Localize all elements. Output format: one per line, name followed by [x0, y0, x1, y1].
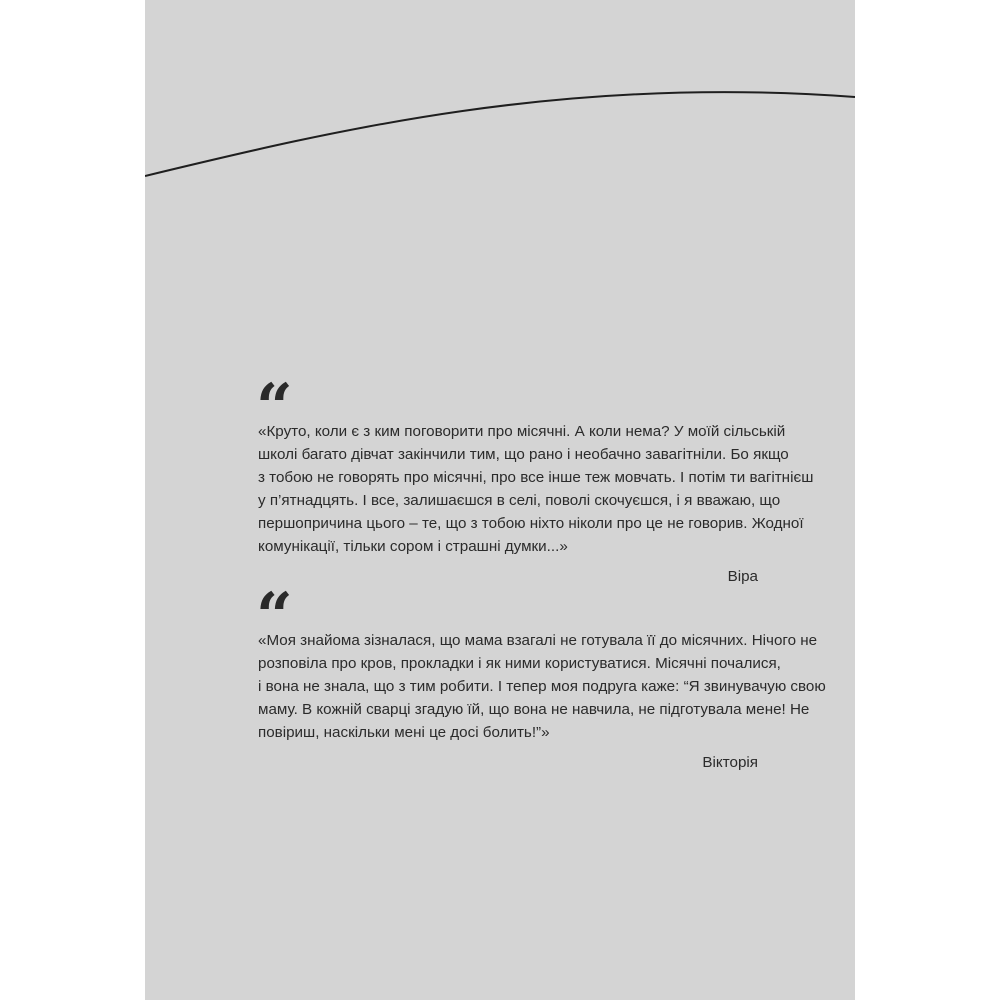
quote-line: комунікації, тільки сором і страшні думки...» — [258, 538, 568, 555]
quote-author: Вікторія — [702, 754, 758, 771]
quote-line: повіриш, наскільки мені це досі болить!”» — [258, 724, 550, 741]
quote-line: і вона не знала, що з тим робити. І тепер моя подруга каже: “Я звинувачую свою — [258, 678, 826, 695]
quote-line: «Круто, коли є з ким поговорити про місячні. А коли нема? У моїй сільській — [258, 423, 786, 440]
quote-line: у п’ятнадцять. І все, залишаєшся в селі, поволі скочуєшся, і я вважаю, що — [258, 492, 781, 509]
quote-mark-icon: “ — [256, 579, 287, 654]
quote-line: школі багато дівчат закінчили тим, що рано і необачно завагітніли. Бо якщо — [258, 446, 789, 463]
quote-text — [258, 629, 826, 744]
quote-author: Віра — [727, 568, 758, 585]
quote-block-vira — [256, 370, 814, 588]
decorative-curve — [145, 0, 855, 200]
quote-line: першопричина цього – те, що з тобою ніхто ніколи про це не говорив. Жодної — [258, 515, 804, 532]
quote-mark-icon: “ — [256, 370, 287, 445]
quote-line: розповіла про кров, прокладки і як ними користуватися. Місячні почалися, — [258, 655, 781, 672]
quote-block-viktoriia — [256, 579, 826, 774]
quote-text — [258, 420, 814, 558]
book-page — [145, 0, 855, 1000]
quote-line: «Моя знайома зізналася, що мама взагалі не готувала її до місячних. Нічого не — [258, 632, 818, 649]
quote-line: маму. В кожній сварці згадую їй, що вона не навчила, не підготувала мене! Не — [258, 701, 810, 718]
quote-line: з тобою не говорять про місячні, про все інше теж мовчать. І потім ти вагітнієш — [258, 469, 814, 486]
